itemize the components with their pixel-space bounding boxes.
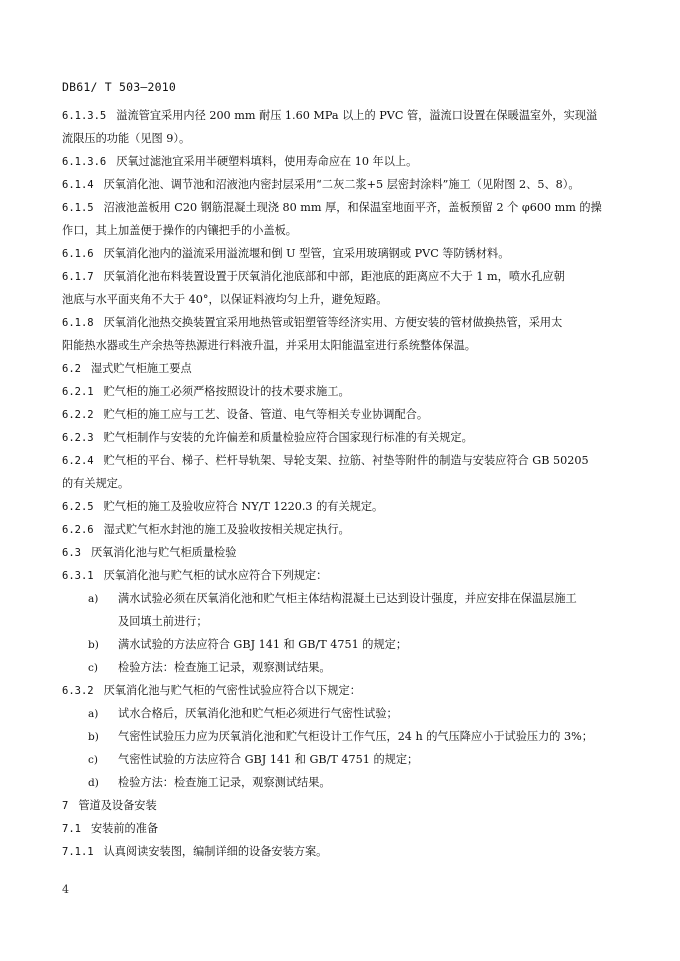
clause-line bbox=[62, 311, 622, 334]
clause-line bbox=[62, 403, 622, 426]
clause-line bbox=[62, 679, 622, 702]
clause-number: 6.3.1 bbox=[62, 570, 94, 582]
clause-number: 7 bbox=[62, 800, 69, 812]
list-continuation: 及回填土前进行； bbox=[118, 615, 208, 628]
clause-text: 溢流管宜采用内径 200 mm 耐压 1.60 MPa 以上的 PVC 管，溢流口设置在保暖温室外，实现溢 bbox=[116, 109, 598, 122]
clause-text: 贮气柜的施工及验收应符合 NY/T 1220.3 的有关规定。 bbox=[103, 500, 384, 513]
clause-continuation: 阳能热水器或生产余热等热源进行料液升温，并采用太阳能温室进行系统整体保温。 bbox=[62, 339, 476, 352]
list-label: b) bbox=[88, 731, 99, 743]
clause-number: 6.3.2 bbox=[62, 685, 94, 697]
clause-line bbox=[62, 150, 622, 173]
clause-number: 6.1.7 bbox=[62, 271, 94, 283]
clause-text: 贮气柜的平台、梯子、栏杆导轨架、导轮支架、拉筋、衬垫等附件的制造与安装应符合 GB 50205 bbox=[103, 454, 589, 467]
clause-text: 厌氧消化池布料装置设置于厌氧消化池底部和中部，距池底的距离应不大于 1 m，喷水孔应朝 bbox=[103, 270, 565, 283]
list-text: 气密性试验压力应为厌氧消化池和贮气柜设计工作气压，24 h 的气压降应小于试验压力的 3%； bbox=[118, 730, 593, 743]
clause-text: 湿式贮气柜水封池的施工及验收按相关规定执行。 bbox=[103, 523, 350, 536]
clause-number: 6.1.6 bbox=[62, 248, 94, 260]
clause-text: 湿式贮气柜施工要点 bbox=[90, 362, 192, 375]
list-label: c) bbox=[88, 754, 98, 766]
list-label: a) bbox=[88, 708, 99, 720]
clause-text: 厌氧消化池、调节池和沼液池内密封层采用“二灰二浆+5 层密封涂料”施工（见附图 2、5、8）。 bbox=[103, 178, 580, 191]
list-label: c) bbox=[88, 662, 98, 674]
document-body bbox=[62, 104, 622, 863]
clause-number: 6.3 bbox=[62, 547, 81, 559]
clause-line bbox=[62, 426, 622, 449]
clause-text: 厌氧消化池与贮气柜的试水应符合下列规定： bbox=[103, 569, 328, 582]
clause-line bbox=[62, 794, 622, 817]
list-item bbox=[62, 587, 622, 610]
list-item bbox=[62, 702, 622, 725]
clause-line bbox=[62, 173, 622, 196]
clause-text: 沼液池盖板用 C20 钢筋混凝土现浇 80 mm 厚，和保温室地面平齐，盖板预留 2 个 φ600 mm 的操 bbox=[103, 201, 602, 214]
document-header: DB61/ T 503—2010 bbox=[62, 80, 176, 94]
clause-text: 贮气柜制作与安装的允许偏差和质量检验应符合国家现行标准的有关规定。 bbox=[103, 431, 473, 444]
clause-line bbox=[62, 518, 622, 541]
clause-line bbox=[62, 357, 622, 380]
clause-line bbox=[62, 265, 622, 288]
list-item bbox=[62, 725, 622, 748]
clause-text: 厌氧消化池内的溢流采用溢流堰和倒 U 型管，宜采用玻璃钢或 PVC 等防锈材料。 bbox=[103, 247, 510, 260]
clause-number: 6.2.5 bbox=[62, 501, 94, 513]
clause-line bbox=[62, 196, 622, 219]
list-text: 试水合格后，厌氧消化池和贮气柜必须进行气密性试验； bbox=[118, 707, 398, 720]
list-text: 检验方法：检查施工记录，观察测试结果。 bbox=[118, 661, 331, 674]
clause-number: 6.2.4 bbox=[62, 455, 94, 467]
clause-text: 贮气柜的施工应与工艺、设备、管道、电气等相关专业协调配合。 bbox=[103, 408, 429, 421]
clause-continuation: 流限压的功能（见图 9）。 bbox=[62, 132, 191, 145]
clause-number: 6.2.6 bbox=[62, 524, 94, 536]
clause-number: 6.2 bbox=[62, 363, 81, 375]
clause-number: 6.1.8 bbox=[62, 317, 94, 329]
clause-line bbox=[62, 380, 622, 403]
clause-text: 厌氧过滤池宜采用半硬塑料填料，使用寿命应在 10 年以上。 bbox=[116, 155, 418, 168]
clause-number: 6.2.3 bbox=[62, 432, 94, 444]
list-item bbox=[62, 656, 622, 679]
list-text: 检验方法：检查施工记录，观察测试结果。 bbox=[118, 776, 331, 789]
clause-line bbox=[62, 564, 622, 587]
clause-number: 6.2.2 bbox=[62, 409, 94, 421]
clause-continuation: 池底与水平面夹角不大于 40°，以保证料液均匀上升，避免短路。 bbox=[62, 293, 388, 306]
clause-number: 6.1.3.5 bbox=[62, 110, 107, 122]
clause-text: 厌氧消化池热交换装置宜采用地热管或铝塑管等经济实用、方便安装的管材做换热管，采用太 bbox=[103, 316, 563, 329]
clause-continuation: 作口，其上加盖便于操作的内镶把手的小盖板。 bbox=[62, 224, 297, 237]
clause-text: 厌氧消化池与贮气柜的气密性试验应符合以下规定： bbox=[103, 684, 361, 697]
clause-text: 管道及设备安装 bbox=[78, 799, 157, 812]
clause-line bbox=[62, 541, 622, 564]
list-text: 气密性试验的方法应符合 GBJ 141 和 GB/T 4751 的规定； bbox=[118, 753, 419, 766]
clause-text: 贮气柜的施工必须严格按照设计的技术要求施工。 bbox=[103, 385, 350, 398]
list-label: b) bbox=[88, 639, 99, 651]
list-text: 满水试验的方法应符合 GBJ 141 和 GB/T 4751 的规定； bbox=[118, 638, 408, 651]
clause-text: 认真阅读安装图，编制详细的设备安装方案。 bbox=[103, 845, 328, 858]
list-text: 满水试验必须在厌氧消化池和贮气柜主体结构混凝土已达到设计强度，并应安排在保温层施工 bbox=[118, 592, 577, 605]
clause-line bbox=[62, 104, 622, 127]
clause-line bbox=[62, 242, 622, 265]
clause-number: 7.1 bbox=[62, 823, 81, 835]
clause-line bbox=[62, 449, 622, 472]
clause-number: 7.1.1 bbox=[62, 846, 94, 858]
list-item bbox=[62, 633, 622, 656]
list-item bbox=[62, 771, 622, 794]
clause-text: 厌氧消化池与贮气柜质量检验 bbox=[90, 546, 237, 559]
clause-text: 安装前的准备 bbox=[90, 822, 159, 835]
clause-number: 6.2.1 bbox=[62, 386, 94, 398]
list-label: a) bbox=[88, 593, 99, 605]
clause-line bbox=[62, 840, 622, 863]
list-item bbox=[62, 748, 622, 771]
clause-number: 6.1.5 bbox=[62, 202, 94, 214]
clause-number: 6.1.3.6 bbox=[62, 156, 107, 168]
clause-line bbox=[62, 495, 622, 518]
clause-number: 6.1.4 bbox=[62, 179, 94, 191]
page-number: 4 bbox=[62, 883, 69, 896]
clause-line bbox=[62, 817, 622, 840]
clause-continuation: 的有关规定。 bbox=[62, 477, 130, 490]
list-label: d) bbox=[88, 777, 99, 789]
